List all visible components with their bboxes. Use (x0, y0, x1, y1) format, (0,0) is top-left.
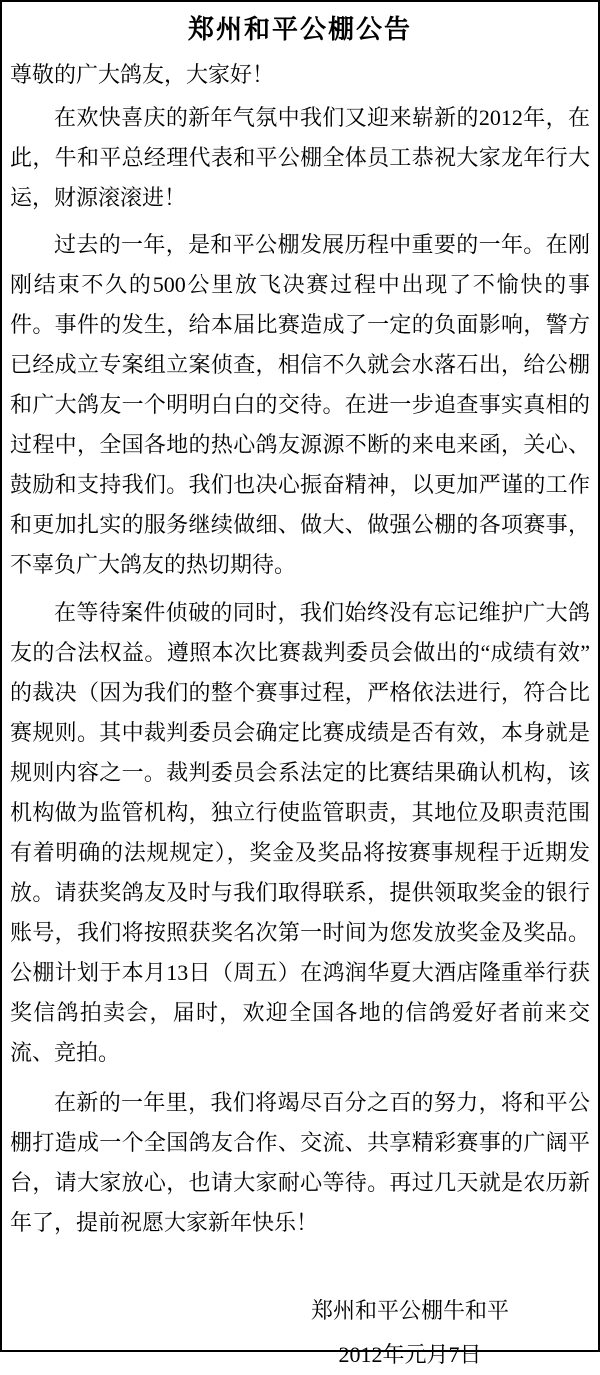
body-paragraph-2: 过去的一年，是和平公棚发展历程中重要的一年。在刚刚结束不久的500公里放飞决赛过程中出现了不愉快的事件。事件的发生，给本届比赛造成了一定的负面影响，警方已经成立专案组立案侦查，相信不久就会水落石出，给公棚和广大鸽友一个明明白白的交待。在进一步追查事实真相的过程中，全国各地的热心鸽友源源不断的来电来函，关心、鼓励和支持我们。我们也决心振奋精神，以更加严谨的工作和更加扎实的服务继续做细、做大、做强公棚的各项赛事，不辜负广大鸽友的热切期待。 (10, 232, 590, 577)
body-paragraph-1: 在欢快喜庆的新年气氛中我们又迎来崭新的2012年，在此，牛和平总经理代表和平公棚全体员工恭祝大家龙年行大运，财源滚滚进！ (10, 105, 590, 210)
signature-block (10, 1291, 590, 1375)
date-line: 2012年元月7日 (338, 1342, 482, 1367)
body-paragraph-4: 在新的一年里，我们将竭尽百分之百的努力，将和平公棚打造成一个全国鸽友合作、交流、共享精彩赛事的广阔平台，请大家放心，也请大家耐心等待。再过几天就是农历新年了，提前祝愿大家新年快乐！ (10, 1090, 590, 1235)
signature-line: 郑州和平公棚牛和平 (310, 1298, 509, 1323)
page-title: 郑州和平公棚公告 (187, 15, 412, 44)
body-paragraph-3: 在等待案件侦破的同时，我们始终没有忘记维护广大鸽友的合法权益。遵照本次比赛裁判委员会做出的“成绩有效”的裁决（因为我们的整个赛事过程，严格依法进行，符合比赛规则。其中裁判委员会确定比赛成绩是否有效，本身就是规则内容之一。裁判委员会系法定的比赛结果确认机构，该机构做为监管机构，独立行使监管职责，其地位及职责范围有着明确的法规规定），奖金及奖品将按赛事规程于近期发放。请获奖鸽友及时与我们取得联系，提供领取奖金的银行账号，我们将按照获奖名次第一时间为您发放奖金及奖品。公棚计划于本月13日（周五）在鸿润华夏大酒店隆重举行获奖信鸽拍卖会，届时，欢迎全国各地的信鸽爱好者前来交流、竞拍。 (10, 600, 590, 1065)
greeting-line: 尊敬的广大鸽友，大家好！ (10, 62, 275, 87)
